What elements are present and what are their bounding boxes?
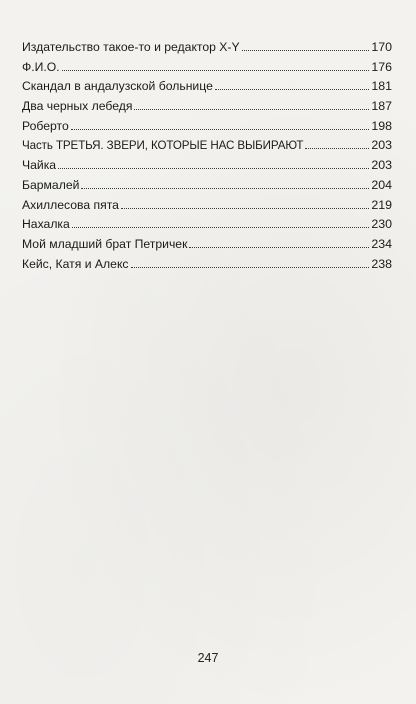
toc-entry-page: 181 <box>371 79 392 94</box>
toc-entry-title: Мой младший брат Петричек <box>22 236 188 251</box>
toc-entry-title: Часть ТРЕТЬЯ. ЗВЕРИ, КОТОРЫЕ НАС ВЫБИРАЮТ <box>22 139 304 153</box>
dot-leader <box>62 70 370 71</box>
toc-entry-title: Два черных лебедя <box>22 99 133 114</box>
toc-entry <box>22 38 392 58</box>
toc-entry-title: Нахалка <box>22 217 70 232</box>
dot-leader <box>215 89 369 90</box>
dot-leader <box>58 168 369 169</box>
dot-leader <box>121 208 369 209</box>
dot-leader <box>72 227 370 228</box>
dot-leader <box>71 129 370 130</box>
toc-entry-title: Ф.И.О. <box>22 59 60 74</box>
toc-entry-page: 238 <box>371 256 392 271</box>
toc-entry-title: Бармалей <box>22 177 80 192</box>
dot-leader <box>134 109 369 110</box>
toc-entry-page: 176 <box>371 59 392 74</box>
toc-entry <box>22 156 392 176</box>
toc-entry-page: 230 <box>371 217 392 232</box>
toc-entry-page: 204 <box>371 177 392 192</box>
page-number: 247 <box>197 651 219 665</box>
table-of-contents <box>22 38 392 274</box>
toc-entry-title: Ахиллесова пята <box>22 197 119 212</box>
toc-entry-page: 203 <box>371 158 392 173</box>
toc-entry-page: 203 <box>371 138 392 153</box>
toc-entry-title: Скандал в андалузской больнице <box>22 79 213 94</box>
toc-entry-title: Чайка <box>22 158 57 173</box>
dot-leader <box>189 247 369 248</box>
toc-entry-title: Издательство такое-то и редактор X-Y <box>22 40 240 54</box>
toc-entry-page: 198 <box>371 118 392 133</box>
toc-entry <box>22 215 392 235</box>
dot-leader <box>131 267 370 268</box>
toc-part-heading <box>22 136 392 156</box>
toc-entry-page: 187 <box>371 99 392 114</box>
toc-entry-page: 234 <box>371 236 392 251</box>
toc-entry-title: Роберто <box>22 118 69 133</box>
dot-leader <box>242 50 370 51</box>
toc-entry-title: Кейс, Катя и Алекс <box>22 256 129 271</box>
toc-entry <box>22 77 392 97</box>
toc-entry <box>22 255 392 275</box>
toc-entry <box>22 117 392 137</box>
toc-entry-page: 170 <box>371 40 392 54</box>
dot-leader <box>305 148 369 149</box>
toc-entry-page: 219 <box>371 197 392 212</box>
toc-entry <box>22 235 392 255</box>
toc-entry <box>22 196 392 216</box>
toc-entry <box>22 176 392 196</box>
toc-entry <box>22 58 392 78</box>
toc-entry <box>22 97 392 117</box>
dot-leader <box>81 188 369 189</box>
